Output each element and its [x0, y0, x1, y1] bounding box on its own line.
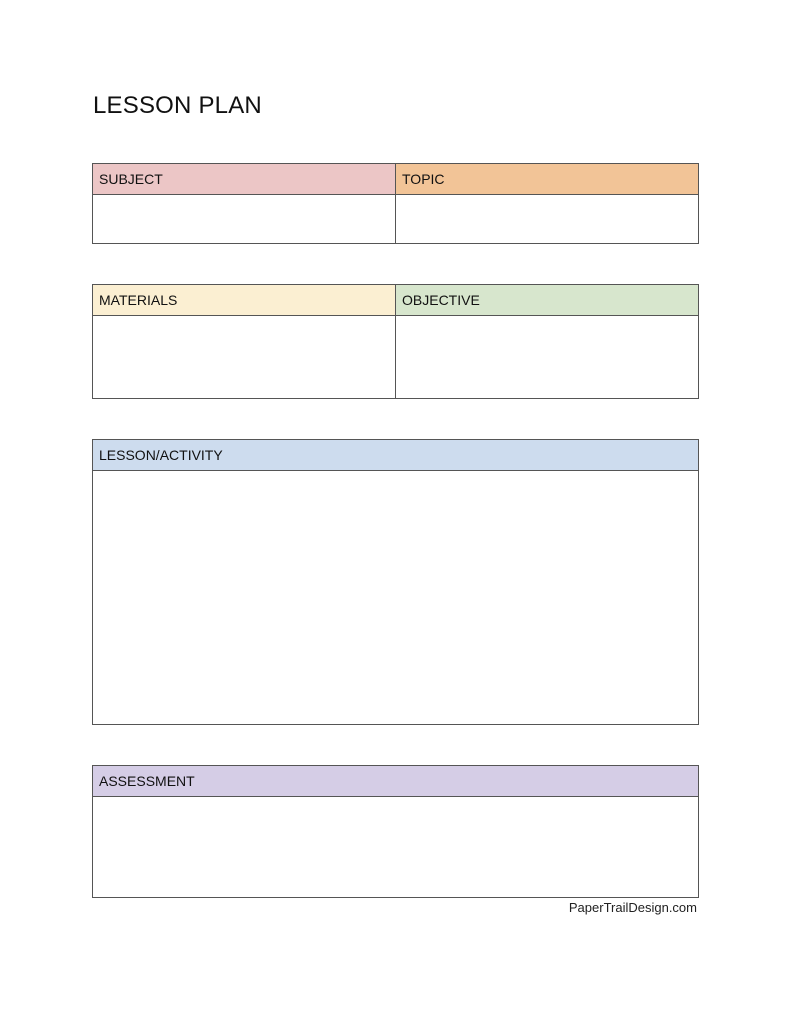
materials-header: MATERIALS — [93, 285, 395, 316]
assessment-box — [92, 765, 699, 898]
topic-header: TOPIC — [396, 164, 698, 195]
lesson-activity-box — [92, 439, 699, 725]
subject-header: SUBJECT — [93, 164, 395, 195]
materials-field[interactable] — [93, 316, 395, 398]
page-title: LESSON PLAN — [93, 92, 262, 119]
subject-section — [93, 164, 395, 243]
lesson-activity-header: LESSON/ACTIVITY — [93, 440, 698, 471]
subject-field[interactable] — [93, 195, 395, 243]
topic-field[interactable] — [396, 195, 698, 243]
lesson-activity-field[interactable] — [93, 471, 698, 724]
lesson-activity-section — [93, 440, 698, 724]
objective-field[interactable] — [396, 316, 698, 398]
objective-section — [395, 285, 698, 398]
assessment-section — [93, 766, 698, 897]
footer-credit: PaperTrailDesign.com — [568, 900, 697, 915]
materials-objective-box — [92, 284, 699, 399]
assessment-header: ASSESSMENT — [93, 766, 698, 797]
objective-header: OBJECTIVE — [396, 285, 698, 316]
subject-topic-box — [92, 163, 699, 244]
topic-section — [395, 164, 698, 243]
materials-section — [93, 285, 395, 398]
assessment-field[interactable] — [93, 797, 698, 897]
